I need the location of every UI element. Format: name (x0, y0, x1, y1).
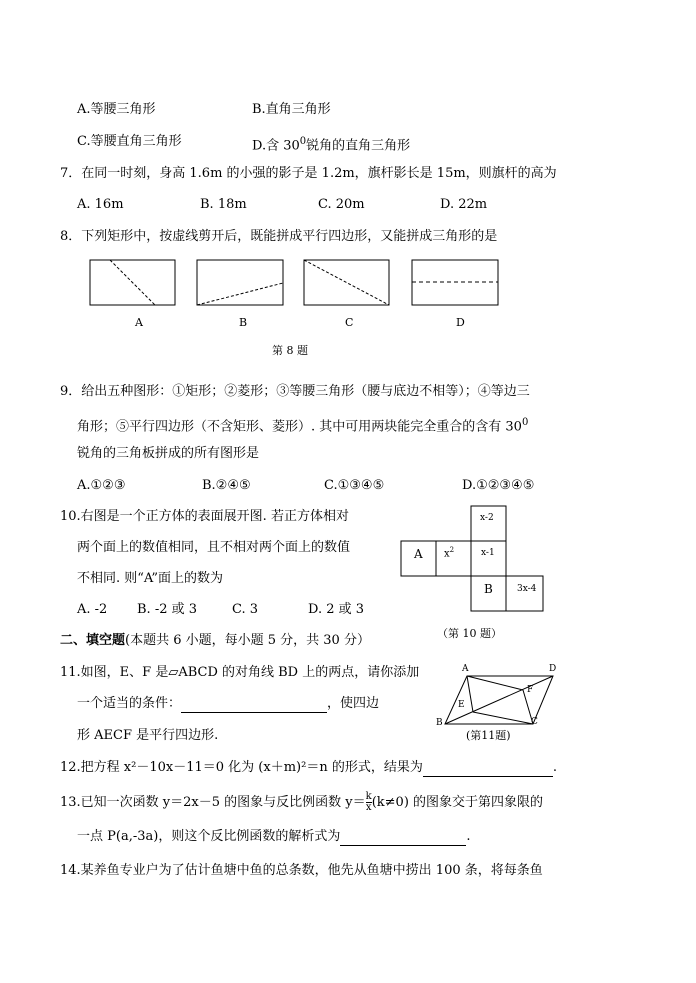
section-2-header: 二、填空题(本题共 6 小题，每小题 5 分，共 30 分） (60, 633, 370, 648)
q8-label-c: C (345, 316, 354, 329)
q9-line-1: 9．给出五种图形：①矩形；②菱形；③等腰三角形（腰与底边不相等）；④等边三 (60, 384, 530, 399)
q8-text: 8．下列矩形中，按虚线剪开后，既能拼成平行四边形，又能拼成三角形的是 (60, 229, 498, 244)
q8-rectangles-figure (85, 256, 510, 312)
q10-line-2: 两个面上的数值相同，且不相对两个面上的数值 (77, 540, 351, 555)
q11-label-c: C (531, 717, 538, 727)
q13-line-1: 13.已知一次函数 y＝2x－5 的图象与反比例函数 y＝ $\frac{k}{x}$ (k≠0) 的图象交于第四象限的 (60, 791, 544, 813)
q12-answer-blank[interactable] (423, 762, 553, 777)
q11-label-a: A (462, 664, 469, 674)
q9-option-a: A.①②③ (77, 478, 126, 493)
q8-rect-d (412, 260, 498, 305)
q13-answer-blank[interactable] (340, 831, 466, 846)
q13-fraction: $\frac{k}{x}$ (365, 791, 372, 813)
q10-line-1: 10.右图是一个正方体的表面展开图. 若正方体相对 (60, 509, 349, 524)
q10-net-b: B (484, 582, 493, 596)
q8-label-b: B (239, 316, 248, 329)
q11-line-3: 形 AECF 是平行四边形. (77, 728, 219, 743)
q10-caption: （第 10 题） (437, 627, 502, 640)
q10-net-a: A (414, 547, 423, 561)
q9-option-c: C.①③④⑤ (324, 478, 385, 493)
q8-label-d: D (456, 316, 465, 329)
q11-parallelogram-figure (435, 668, 565, 730)
q7-option-b: B. 18m (200, 197, 247, 212)
q11-line-2: 一个适当的条件： ，使四边 (77, 696, 380, 711)
q6-option-a: A.等腰三角形 (77, 102, 156, 117)
q7-option-c: C. 20m (318, 197, 365, 212)
q9-line-3: 锐角的三角板拼成的所有图形是 (77, 446, 260, 461)
q7-option-d: D. 22m (440, 197, 488, 212)
q10-net-x2: $x^2$ (444, 546, 455, 560)
q11-label-f: F (527, 685, 534, 695)
q8-rect-b (197, 260, 283, 305)
q11-label-e: E (458, 700, 465, 710)
q6-option-b: B.直角三角形 (252, 102, 331, 117)
q10-option-b: B. -2 或 3 (137, 602, 198, 617)
q7-option-a: A. 16m (77, 197, 124, 212)
q10-option-c: C. 3 (232, 602, 259, 617)
q10-option-a: A. -2 (77, 602, 108, 617)
q9-option-b: B.②④⑤ (202, 478, 251, 493)
q10-net-x1: x-1 (481, 548, 495, 558)
q10-option-d: D. 2 或 3 (308, 602, 365, 617)
q10-line-3: 不相同. 则“A”面上的数为 (77, 571, 224, 586)
q10-net-expr: 3x-4 (517, 584, 537, 594)
q9-option-d: D.①②③④⑤ (462, 478, 535, 493)
q11-answer-blank[interactable] (181, 698, 327, 713)
q8-rect-c (304, 260, 389, 305)
q8-label-a: A (135, 316, 143, 329)
q11-caption: (第11题) (466, 729, 511, 742)
q8-caption: 第 8 题 (272, 344, 308, 357)
q11-label-d: D (549, 664, 557, 674)
q6-option-d: D.含 $30^0$锐角的直角三角形 (252, 136, 411, 154)
q9-line-2: 角形；⑤平行四边形（不含矩形、菱形）. 其中可用两块能完全重合的含有 $30^0$ (77, 417, 529, 435)
q13-line-2: 一点 P(a,-3a)，则这个反比例函数的解析式为 . (77, 829, 471, 844)
q12-line: 12.把方程 x²－10x－11＝0 化为 (x＋m)²＝n 的形式，结果为 . (60, 760, 557, 775)
q14-line-1: 14.某养鱼专业户为了估计鱼塘中鱼的总条数，他先从鱼塘中捞出 100 条，将每条鱼 (60, 863, 543, 878)
q10-net-top: x-2 (480, 513, 494, 523)
q11-line-1: 11.如图，E、F 是▱ABCD 的对角线 BD 上的两点，请你添加 (60, 665, 420, 680)
q7-text: 7．在同一时刻，身高 1.6m 的小强的影子是 1.2m，旗杆影长是 15m，则旗杆的高为 (60, 166, 557, 181)
q8-rect-a (90, 260, 175, 305)
q6-option-c: C.等腰直角三角形 (77, 134, 182, 149)
q11-label-b: B (436, 718, 443, 728)
